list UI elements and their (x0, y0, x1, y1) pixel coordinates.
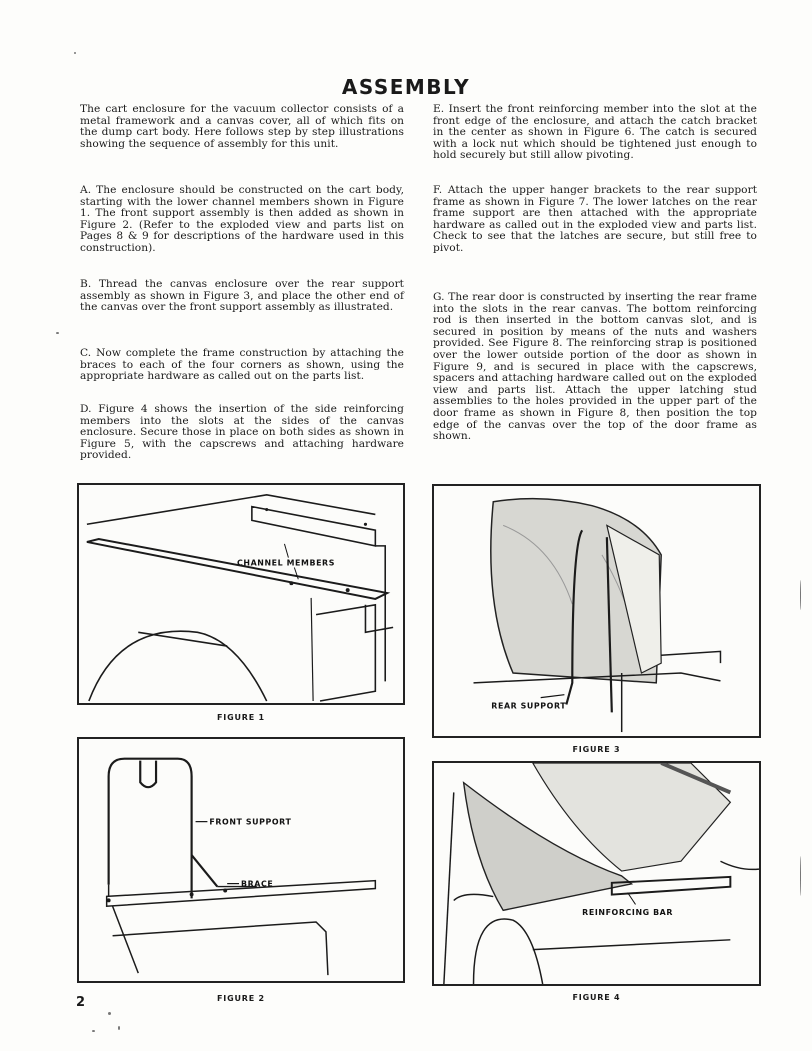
figure-1-caption: FIGURE 1 (217, 713, 265, 722)
brace-label: BRACE (241, 879, 274, 889)
figure-4-illustration (432, 761, 761, 986)
figure-4-caption: FIGURE 4 (572, 993, 621, 1002)
step-b-paragraph: B. Thread the canvas enclosure over the rear support assembly as shown in Figure 3, and place the other end of the canvas over the front support assembly as illustrated. (80, 278, 404, 314)
scan-speck (74, 52, 76, 54)
intro-paragraph: The cart enclosure for the vacuum collector consists of a metal framework and a canvas cover, all of which fits on the dump cart body. Here follows step by step illustrations showing the sequence of assembly for this unit. (80, 103, 404, 150)
figure-2-caption: FIGURE 2 (217, 994, 265, 1003)
step-d-paragraph: D. Figure 4 shows the insertion of the side reinforcing members into the slots at the sides of the canvas enclosure. Secure those in place on both sides as shown in Figure 5, with the capscrews and attaching hardware provided. (80, 403, 404, 462)
front-support-label: FRONT SUPPORT (209, 817, 292, 827)
scan-speck (92, 1030, 95, 1032)
step-g-paragraph: G. The rear door is constructed by inserting the rear frame into the slots in the rear canvas. The bottom reinforcing rod is then inserted in the bottom canvas slot, and is secured in position by means of the nuts and washers provided. See Figure 8. The reinforcing strap is positioned over the lower outside portion of the door as shown in Figure 9, and is secured in place with the capscrews, spacers and attaching hardware called out on the exploded view and parts list. Attach the upper latching stud assemblies to the holes provided in the upper part of the door frame as shown in Figure 8, then position the top edge of the canvas over the top of the door frame as shown. (433, 291, 757, 443)
scan-speck (800, 580, 801, 610)
step-e-paragraph: E. Insert the front reinforcing member into the slot at the front edge of the enclosure, and attach the catch bracket in the center as shown in Figure 6. The catch is secured with a lock nut which should be tightened just enough to hold securely but still allow pivoting. (433, 103, 757, 162)
page-number: 2 (76, 995, 86, 1010)
figure-3-caption: FIGURE 3 (572, 745, 621, 754)
step-c-paragraph: C. Now complete the frame construction by attaching the braces to each of the four corners as shown, using the appropriate hardware as called out on the parts list. (80, 347, 404, 383)
figure-2-illustration (77, 737, 405, 983)
step-f-paragraph: F. Attach the upper hanger brackets to the rear support frame as shown in Figure 7. The lower latches on the rear frame support are then attached with the appropriate hardware as called out in the exploded view and parts list. Check to see that the latches are secure, but still free to pivot. (433, 184, 757, 254)
step-a-paragraph: A. The enclosure should be constructed on the cart body, starting with the lower channel members shown in Figure 1. The front support assembly is then added as shown in Figure 2. (Refer to the exploded view and parts list on Pages 8 & 9 for descriptions of the hardware used in this construction). (80, 184, 404, 254)
figure-1-illustration (77, 483, 405, 705)
scan-speck (118, 1026, 120, 1030)
figure-3-illustration (432, 484, 761, 738)
channel-members-label: CHANNEL MEMBERS (237, 558, 335, 568)
scan-speck (108, 1012, 111, 1015)
scan-speck (800, 856, 801, 896)
rear-support-label: REAR SUPPORT (491, 701, 567, 711)
page-title: ASSEMBLY (341, 75, 471, 99)
reinforcing-bar-label: REINFORCING BAR (582, 908, 674, 918)
scan-speck (56, 332, 59, 334)
